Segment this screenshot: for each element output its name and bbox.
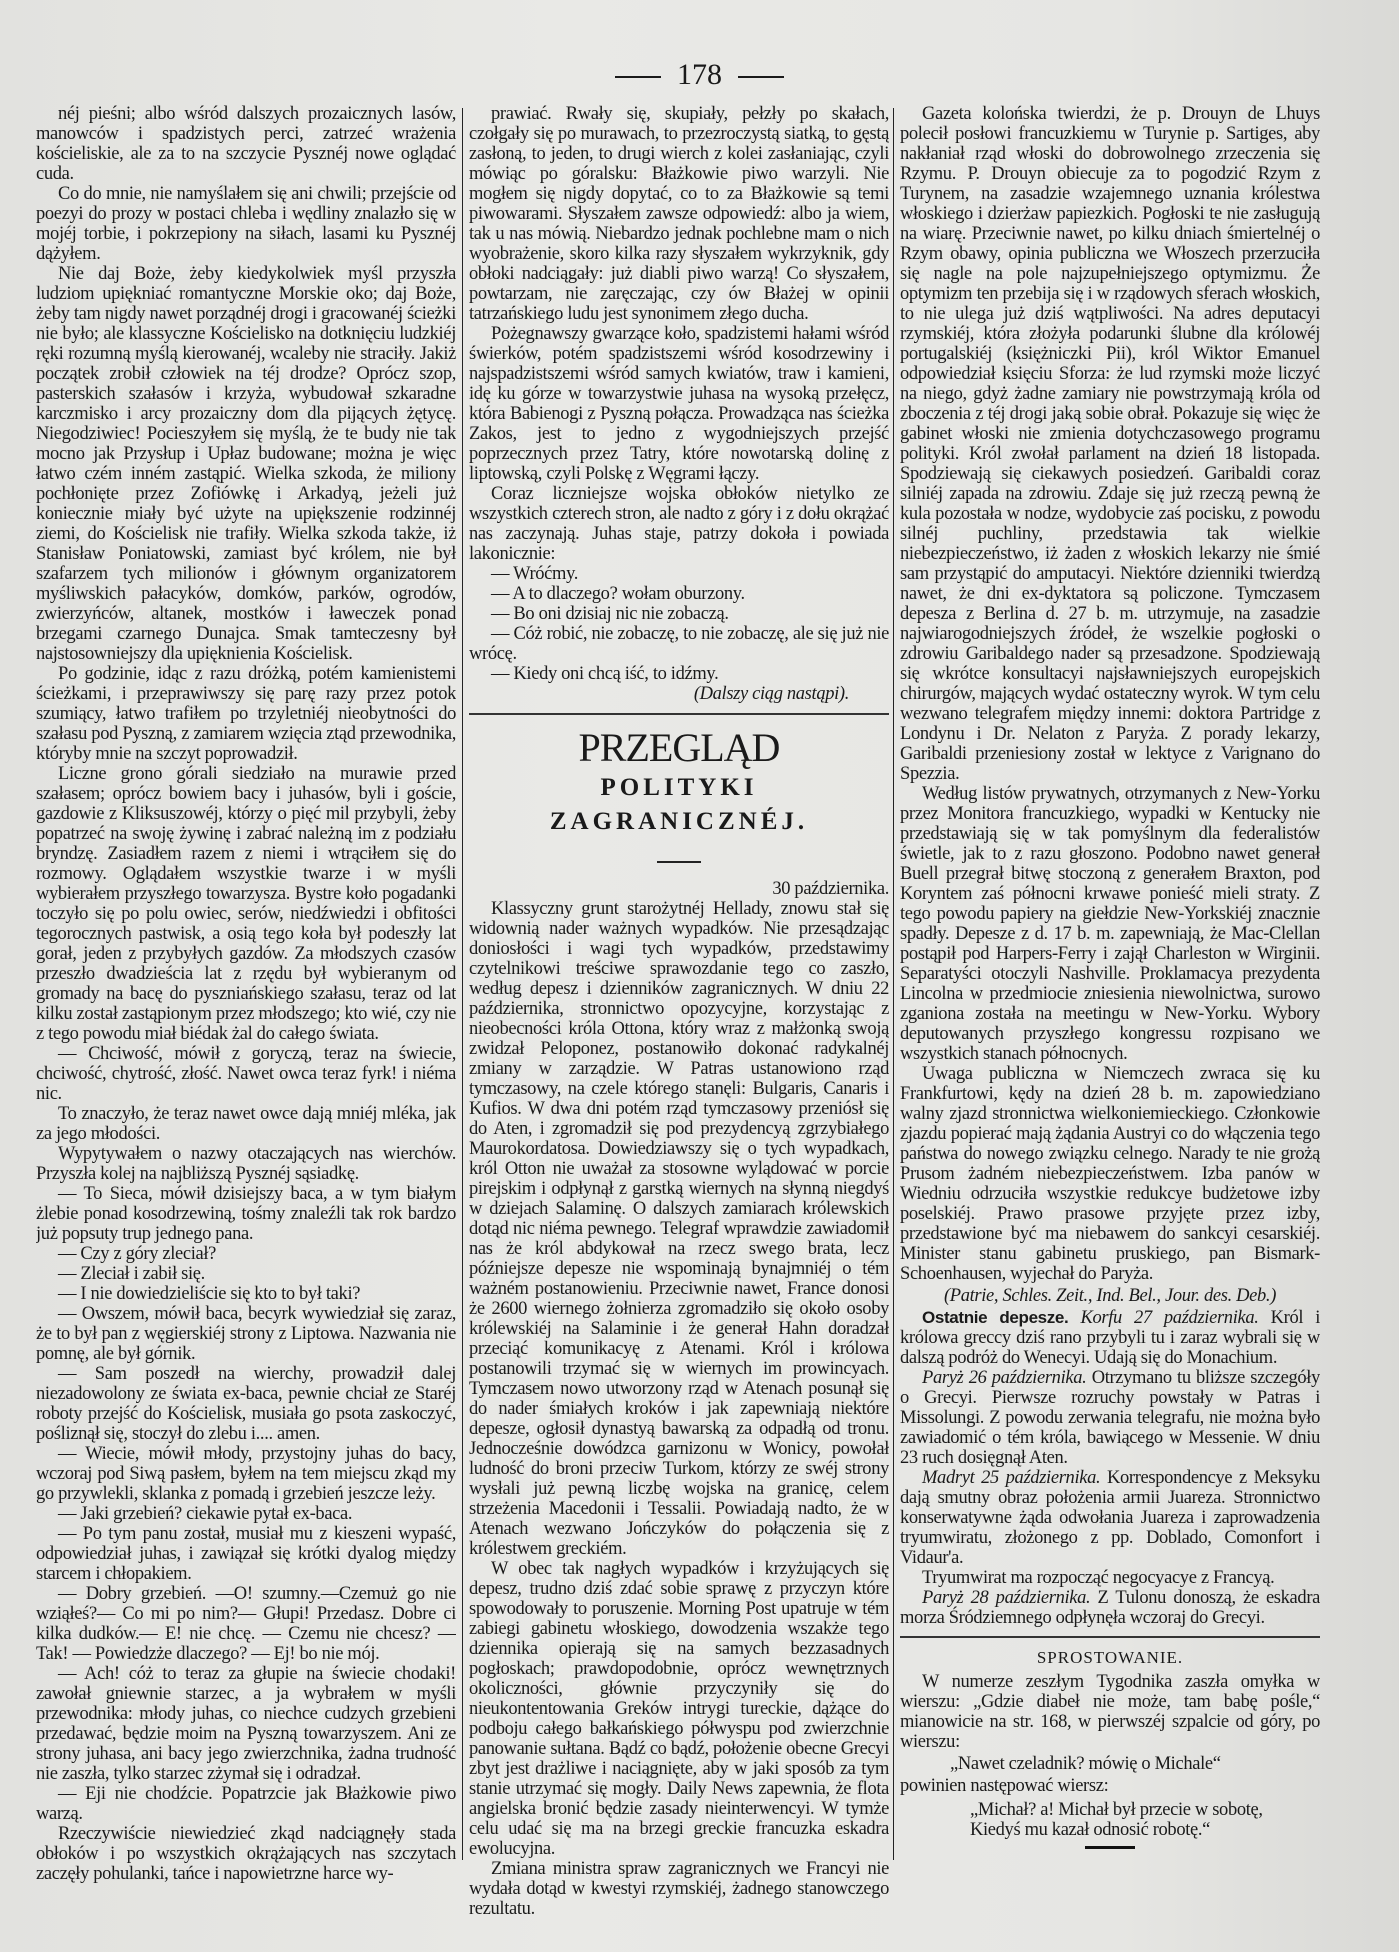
column-1-story [36, 104, 456, 1944]
story-paragraph: — A to dlaczego? wołam oburzony. [491, 584, 745, 604]
review-paragraph: Uwaga publiczna w Niemczech zwraca się ku Frankfurtowi, kędy na dzień 28 b. m. zapowiedziano walny zjazd stronnictwa wielkoniemieckiego. Członkowie zjazdu popierać mają żądania Austryi co do włączenia tego państwa do nowego związku celnego. Narady te nie grożą Prusom żadném niebezpieczeństwem. Izba panów w Wiedniu odrzuciła wszystkie redukcye budżetowe izby poselskiéj. Prawo prasowe przyjęte przez izby, przedstawione być ma niebawem do sankcyi cesarskiéj. Minister stanu gabinetu pruskiego, pan Bismark-Schoenhausen, wyjechał do Paryża. [900, 1064, 1320, 1284]
column-rule [462, 108, 463, 1860]
story-paragraph: Coraz liczniejsze wojska obłoków nietylko ze wszystkich czterech stron, ale nadto z góry i z dołu okrążać nas zaczynają. Juhas staje, patrzy dokoła i powiada lakonicznie: [469, 484, 889, 564]
dash-right [738, 76, 784, 78]
dispatch-text: Z Tulonu donoszą, że eskadra morza Śródziemnego odpłynęła wczoraj do Grecyi. [900, 1588, 1320, 1628]
story-paragraph: — Owszem, mówił baca, becyrk wywiedział się zaraz, że to był pan z węgierskiéj strony z Liptowa. Nazwania nie pomnę, ale był górnik. [36, 1304, 456, 1364]
story-paragraph: — Po tym panu został, musiał mu z kieszeni wypaść, odpowiedział juhas, i zawiązał się krótki dyalog między starcem i chłopakiem. [36, 1524, 456, 1584]
section-subheading: POLITYKI ZAGRANICZNÉJ. [549, 774, 809, 835]
page-number [0, 58, 1399, 92]
story-paragraph: — I nie dowiedzieliście się kto to był taki? [58, 1284, 361, 1304]
column2-story-paragraphs [469, 104, 889, 684]
story-paragraph: — Sam poszedł na wierchy, prowadził dalej niezadowolony ze świata ex-baca, pewnie chciał ze Staréj roboty przejść do Kościelisk, musiała go psota zaskoczyć, pośliznął się, stoczył do zlebu i.... amen. [36, 1364, 456, 1444]
page-number-text: 178 [677, 58, 722, 91]
review-paragraph: W obec tak nagłych wypadków i krzyżujących się depesz, trudno dziś zdać sobie sprawę z przyczyn które spowodowały to poruszenie. Morning Post upatruje w tém zabiegi gabinetu włoskiego, dowodzenia wszakże tego dziennika opierają się na samych bezzasadnych pogłoskach; prawdopodobnie, oprócz wewnętrznych okoliczności, głównie przyczyniły się do nieukontentowania Greków intrygi tureckie, dążące do podboju całego bałkańskiego półwyspu pod zwierzchnie panowanie sułtana. Bądź co bądź, położenie obecne Grecyi zbyt jest drażliwe i naciągnięte, aby w jaki sposób za tym stanie utrzymać się mogły. Daily News zapewnia, że flota angielska bronić będzie zasady nieinterwencyi. W tymże celu udać się ma na brzegi greckie francuzka eskadra ewolucyjna. [469, 1559, 889, 1859]
verse-line: „Michał? a! Michał był przecie w sobotę, [970, 1800, 1263, 1820]
section-divider [900, 1636, 1320, 1638]
correction-title: SPROSTOWANIE. [1036, 1648, 1184, 1667]
story-paragraph: Nie daj Boże, żeby kiedykolwiek myśl przyszła ludziom upiękniać romantyczne Morskie oko; daj Boże, żeby tam nigdy nawet porządnéj drogi i gracowanéj ścieżki nie było; ale klassyczne Kościelisko na dotknięciu ludzkiéj ręki rozumną myślą kierowanéj, wcaleby nie straciły. Jakiż początek zrobił człowiek na téj drodze? Oprócz szop, pasterskich szałasów i krzyża, wybudował szkaradne karczmisko i arcy prozaiczny dom dla pijących żętycę. Niegodziwiec! Pocieszyłem się myślą, że te budy nie tak mocno jak Przysłup i Upłaz budowane; można je więc łatwo czém inném zastąpić. Wielka szkoda, że miliony pochłonięte przez Zofiówkę i Arkadyą, jeżeli już koniecznie miały być użyte na upiększenie rodzinnéj ziemi, do Kościelisk nie trafiły. Wielka szkoda także, iż Stanisław Poniatowski, zamiast być królem, nie był szafarzem tych milionów i głównym organizatorem myśliwskich pałacyków, domków, parków, ogrodów, zwierzyńców, altanek, mostków i ławeczek ponad brzegami czarnego Dunajca. Smak tamteczesny był najstosowniejszy dla upięknienia Kościelisk. [36, 264, 456, 664]
story-paragraph: — Bo oni dzisiaj nic nie zobaczą. [491, 604, 729, 624]
story-paragraph: Rzeczywiście niewiedzieć zkąd nadciągnęły stada obłoków i po wszystkich okrążających nas szczytach zaczęły pohulanki, tańce i napowietrzne harce wy- [36, 1824, 456, 1884]
dispatches-title: Ostatnie depesze. [922, 1308, 1069, 1327]
dispatch-text: Korrespondencye z Meksyku dają smutny obraz położenia armii Juareza. Stronnictwo konserwatywne żąda odwołania Juareza i zaprowadzenia tryumwiratu, złożonego z pp. Doblado, Comonfort i Vidaur'a. [900, 1468, 1320, 1568]
dispatch-place: Paryż 26 października. [922, 1368, 1087, 1388]
dispatch-text: Otrzymano tu bliższe szczegóły o Grecyi. Pierwsze rozruchy powstały w Patras i Missolungi. Z powodu zerwania telegrafu, nie można było zawiadomić o tém króla, bawiącego w Messenie. W dniu 23 ruch dosięgnął Aten. [900, 1368, 1320, 1468]
dispatch-0 [900, 1308, 1320, 1368]
correction-quoted-line: „Nawet czeladnik? mówię o Michale“ [950, 1754, 1221, 1774]
dispatch-text: Król i królowa greccy dziś rano przybyli tu i zaraz wybrali się w dalszą podróż do Wenecyi. Udają się do Monachium. [900, 1308, 1320, 1368]
review-paragraph: Klassyczny grunt starożytnéj Hellady, znowu stał się widownią nader ważnych wypadków. Nie przesądzając doniosłości i wagi tych wypadków, przedstawimy czytelnikowi treściwe sprawozdanie tego co zaszło, według depesz i dzienników zagranicznych. W dniu 22 października, stronnictwo opozycyjne, korzystając z nieobecności króla Ottona, który wraz z małżonką swoją zwidzał Peloponez, postanowiło dokonać radykalnéj zmiany w zarządzie. W Patras ustanowiono rząd tymczasowy, na czele którego stanęli: Bulgaris, Canaris i Kufios. W dwa dni potém rząd tymczasowy przeniósł się do Aten, i zgromadził się pod prezydencyą zgrzybiałego Maurokordatosa. Dowiedziawszy się o tych wypadkach, król Otton nie uważał za stosowne wylądować w porcie pirejskim i odpłynął z garstką wiernych na słynną niegdyś w dziejach Salaminę. O dalszych zamiarach królewskich dotąd nic niéma pewnego. Telegraf wprawdzie zawiadomił nas że król abdykował na rzecz swego brata, lecz późniejsze depesze nie wspominają bynajmniéj o tém ważném postanowieniu. Przeciwnie nawet, France donosi że 2600 wiernego żołnierza zgromadziło się około osoby królewskiéj na Salaminie i że generał Hahn doradzał przeciąć komunikacyę z Atenami. Król i królowa postanowili trzymać się w wiernych im prowincyach. Tymczasem nowo utworzony rząd w Atenach posunął się do nader śmiałych kroków i jak zapewniają niektóre depesze, ogłosił dynastyą bawarską za odpadłą od tronu. Jednocześnie dowódzca garnizonu w Wonicy, powołał ludność do broni przeciw Turkom, którzy ze swéj strony wysłali już pewną liczbę wojska na granicę, celem strzeżenia Macedonii i Tessalii. Powiadają nadto, że w Atenach wezwano Jończyków do połączenia się z królestwem greckiém. [469, 899, 889, 1559]
story-paragraph: — Wiecie, mówił młody, przystojny juhas do bacy, wczoraj pod Siwą pasłem, byłem na tem miejscu zkąd my go przywlekli, sklanka z pomadą i grzebień jeszcze leży. [36, 1444, 456, 1504]
correction-instruction: powinien następować wiersz: [900, 1776, 1109, 1796]
story-paragraph: — Eji nie chodźcie. Popatrzcie jak Błażkowie piwo warzą. [36, 1784, 456, 1824]
story-paragraph: néj pieśni; albo wśród dalszych prozaicznych lasów, manowców i spadzistych perci, zatrzeć wrażenia kościeliskie, ale za to na szczycie Pysznéj nowe oglądać cuda. [36, 104, 456, 184]
story-paragraph: — Chciwość, mówił z goryczą, teraz na świecie, chciwość, chytrość, złość. Nawet owca teraz fyrk! i niéma nic. [36, 1044, 456, 1104]
story-paragraph: To znaczyło, że teraz nawet owce dają mniéj mléka, jak za jego młodości. [36, 1104, 456, 1144]
review-paragraph: Zmiana ministra spraw zagranicznych we Francyi nie wydała dotąd w kwestyi rzymskiéj, żadnego stanowczego rezultatu. [469, 1859, 889, 1919]
story-paragraph: — Cóż robić, nie zobaczę, to nie zobaczę, ale się już nie wrócę. [469, 624, 889, 664]
story-paragraph: — To Sieca, mówił dzisiejszy baca, a w tym białym żlebie ponad kosodrzewiną, tośmy znaleźli tak rok bardzo już popsuty trup jednego pana. [36, 1184, 456, 1244]
dispatch-place: Paryż 28 października. [922, 1588, 1091, 1608]
dash-left [615, 76, 661, 78]
section-heading: PRZEGLĄD [578, 725, 780, 770]
dispatch-4 [900, 1588, 1320, 1628]
dispatch-1 [900, 1368, 1320, 1468]
story-paragraph: Po godzinie, idąc z razu dróżką, potém kamienistemi ścieżkami, i przeprawiwszy się parę razy przez potok szumiący, łatwo trafiłem po trzyletniéj nieobytności do szałasu pod Pyszną, z zamiarem wzięcia ztąd przewodnika, któryby mnie na szczyt poprowadził. [36, 664, 456, 764]
review-paragraph: Gazeta kolońska twierdzi, że p. Drouyn de Lhuys polecił posłowi francuzkiemu w Turynie p. Sartiges, aby nakłaniał rząd włoski do dobrowolnego zrzeczenia się Rzymu. P. Drouyn obiecuje za to pogodzić Rzym z Turynem, na zasadzie wzajemnego uznania królestwa włoskiego i dzierżaw papiezkich. Pogłoski te nie zasługują na wiarę. Przeciwnie nawet, po kilku dniach śmiertelnéj o Rzym obawy, opinia publiczna we Włoszech przerzuciła się nagle na pole najzupełniejszego optymizmu. Że optymizm ten przebija się i w rządowych sferach włoskich, to nie ulega już dziś wątpliwości. Na adres deputacyi rzymskiéj, która złożyła podarunki ślubne dla królowéj portugalskiéj (księżniczki Pii), król Wiktor Emanuel odpowiedział księciu Sforza: że lud rzymski może liczyć na niego, gdyż żadne zamiary nie powstrzymają króla od zboczenia z téj drogi jaką sobie obrał. Pokazuje się więc że gabinet włoski nie zmienia dotychczasowego programu polityki. Król zwołał parlament na dzień 18 listopada. Spodziewają się ciekawych posiedzeń. Garibaldi coraz silniéj zapada na zdrowiu. Zdaje się już rzeczą pewną że kula pozostała w nodze, wydobycie zaś pocisku, z powodu silnéj puchliny, przedstawia tak wielkie niebezpieczeństwo, iż żaden z włoskich lekarzy nie śmié sam przystąpić do amputacyi. Niektóre dzienniki twierdzą nawet, że dni ex-dyktatora są policzone. Tymczasem depesza z Berlina d. 27 b. m. utrzymuje, na zasadzie najwiarogodniejszych źródeł, że wszelkie pogłoski o zdrowiu Garibaldego nader są przesadzone. Spodziewają się wkrótce konsultacyi najsławniejszych europejskich chirurgów, mających wydać ostateczny wyrok. W tym celu wezwano telegrafem między innemi: doktora Partridge z Londynu i Dr. Nelaton z Paryża. Z porady lekarzy, Garibaldi przeniesiony został w lektyce z Varignano do Spezzia. [900, 104, 1320, 784]
story-paragraph: Co do mnie, nie namyślałem się ani chwili; przejście od poezyi do prozy w postaci chleba i wędliny znalazło się w mojéj torbie, i pokrzepiony na siłach, lasami ku Pysznéj dążyłem. [36, 184, 456, 264]
section-divider [469, 713, 889, 715]
article-date: 30 października. [772, 879, 889, 899]
story-paragraph: — Zleciał i zabił się. [58, 1264, 205, 1284]
dispatch-3 [900, 1568, 1320, 1588]
review-paragraph: Według listów prywatnych, otrzymanych z New-Yorku przez Monitora francuzkiego, wypadki w Kentucky nie przedstawiają się w tak pomyślnym dla federalistów świetle, jak to z razu głoszono. Podobno nawet generał Buell przegrał bitwę stoczoną z generałem Braxton, pod Koryntem zaś północni krwawe ponieść mieli straty. Z tego powodu papiery na giełdzie New-Yorkskiéj znacznie spadły. Depesze z d. 17 b. m. zapewniają, że Mac-Clellan postąpił pod Harpers-Ferry i zajął Charleston w Wirginii. Separatyści otoczyli Nashville. Proklamacya prezydenta Lincolna w przedmiocie zniesienia niewolnictwa, surowo zganiona została na meetingu w New-Yorku. Wybory deputowanych przyszłego kongressu rozpisano we wszystkich stanach północnych. [900, 784, 1320, 1064]
story-paragraph: — Wróćmy. [491, 564, 579, 584]
heading-rule [657, 861, 701, 863]
correction-text: W numerze zeszłym Tygodnika zaszła omyłka w wierszu: „Gdzie diabeł nie może, tam babę pośle,“ mianowicie na str. 168, w pierwszéj szpalcie od góry, po wierszu: [900, 1672, 1320, 1752]
dispatch-text: Tryumwirat ma rozpocząć negocyacye z Francyą. [922, 1568, 1275, 1588]
dispatch-place: Madryt 25 października. [922, 1468, 1101, 1488]
column-2 [469, 104, 889, 1944]
dispatch-place: Korfu 27 października. [1080, 1308, 1259, 1328]
story-paragraph: — Jaki grzebień? ciekawie pytał ex-baca. [58, 1504, 353, 1524]
dispatch-2 [900, 1468, 1320, 1568]
story-paragraph: — Kiedy oni chcą iść, to idźmy. [491, 664, 719, 684]
verse-line: Kiedyś mu kazał odnosić robotę.“ [970, 1820, 1211, 1840]
story-paragraph: Wypytywałem o nazwy otaczających nas wierchów. Przyszła kolej na najbliższą Pysznéj sąsiadkę. [36, 1144, 456, 1184]
story-paragraph: Pożegnawszy gwarzące koło, spadzistemi hałami wśród świerków, potém spadzistszemi wśród kosodrzewiny i najspadzistszemi wśród samych kwiatów, traw i kamieni, idę ku górze w towarzystwie juhasa na wysoką przełęcz, która Babienogi z Pyszną połącza. Prowadząca nas ścieżka Zakos, jest to jedno z wygodniejszych przejść poprzecznych przez Tatry, które nowotarską dolinę z liptowską, czyli Polskę z Węgrami łączy. [469, 324, 889, 484]
column3-paragraphs [900, 104, 1320, 1284]
story-paragraph: — Ach! cóż to teraz za głupie na świecie chodaki! zawołał gniewnie starzec, a ja wybrałem w myśli przewodnika: młody juhas, co niechce cudzych grzebieni przedawać, będzie moim na Pyszną towarzyszem. Ani ze strony juhasa, ani bacy jego zwierzchnika, żadna trudność nie zaszła, tylko starzec zżymał się i odradzał. [36, 1664, 456, 1784]
column-rule [893, 108, 894, 1860]
column-3 [900, 104, 1320, 1944]
continued-note: (Dalszy ciąg nastąpi). [693, 684, 849, 704]
story-paragraph: — Czy z góry zleciał? [58, 1244, 217, 1264]
column2-review-paragraphs [469, 899, 889, 1919]
end-rule [1085, 1846, 1135, 1849]
column1-paragraphs [36, 104, 456, 1884]
story-paragraph: Liczne grono górali siedziało na murawie przed szałasem; oprócz bowiem bacy i juhasów, byli i goście, gazdowie z Kliksuszowéj, którzy o pięć mil przybyli, żeby popatrzeć na swoję żywinę i zabrać należną im z podziału bryndzę. Zasiadłem razem z niemi i wtrąciłem się do rozmowy. Oglądałem wszystkie twarze i w myśli wybierałem przyszłego towarzysza. Bystre koło pogadanki toczyło się po polu owiec, serów, niedźwiedzi i obfitości tegorocznych pastwisk, a osią tego koła był podeszły lat gorał, jeden z przybyłych gazdów. Za młodszych czasów przeszło dwadzieścia lat z rzędu był wybieranym od gromady na bacę do pyszniańskiego szałasu, teraz od lat kilku został zastąpionym przez młodszego; kto wié, czy nie z tego powodu miał biédak żal do całego świata. [36, 764, 456, 1044]
story-paragraph: — Dobry grzebień. —O! szumny.—Czemuż go nie wziąłeś?— Co mi po nim?— Głupi! Przedasz. Dobre ci kilka dudków.— E! nie chcę. — Czemu nie chcesz? —Tak! — Powiedzże dlaczego? — Ej! bo nie mój. [36, 1584, 456, 1664]
story-paragraph: prawiać. Rwały się, skupiały, pełzły po skałach, czołgały się po murawach, to przezroczystą siatką, to gęstą zasłoną, to jeden, to drugi wierch z kolei zasłaniając, czyli mówiąc po góralsku: Błażkowie piwo warzyli. Nie mogłem się nigdy dopytać, co to za Błażkowie są temi piwowarami. Słyszałem zawsze odpowiedź: albo ja wiem, tak u nas mówią. Niebardzo jednak pochlebne mam o nich wyobrażenie, skoro kilka razy słyszałem wykrzyknik, gdy obłoki nadciągały: już diabli piwo warzą! Co słyszałem, powtarzam, nie zaręczając, czy ów Błażej w opinii tatrzańskiego ludu jest synonimem złego ducha. [469, 104, 889, 324]
sources-note: (Patrie, Schles. Zeit., Ind. Bel., Jour. des. Deb.) [943, 1286, 1277, 1306]
